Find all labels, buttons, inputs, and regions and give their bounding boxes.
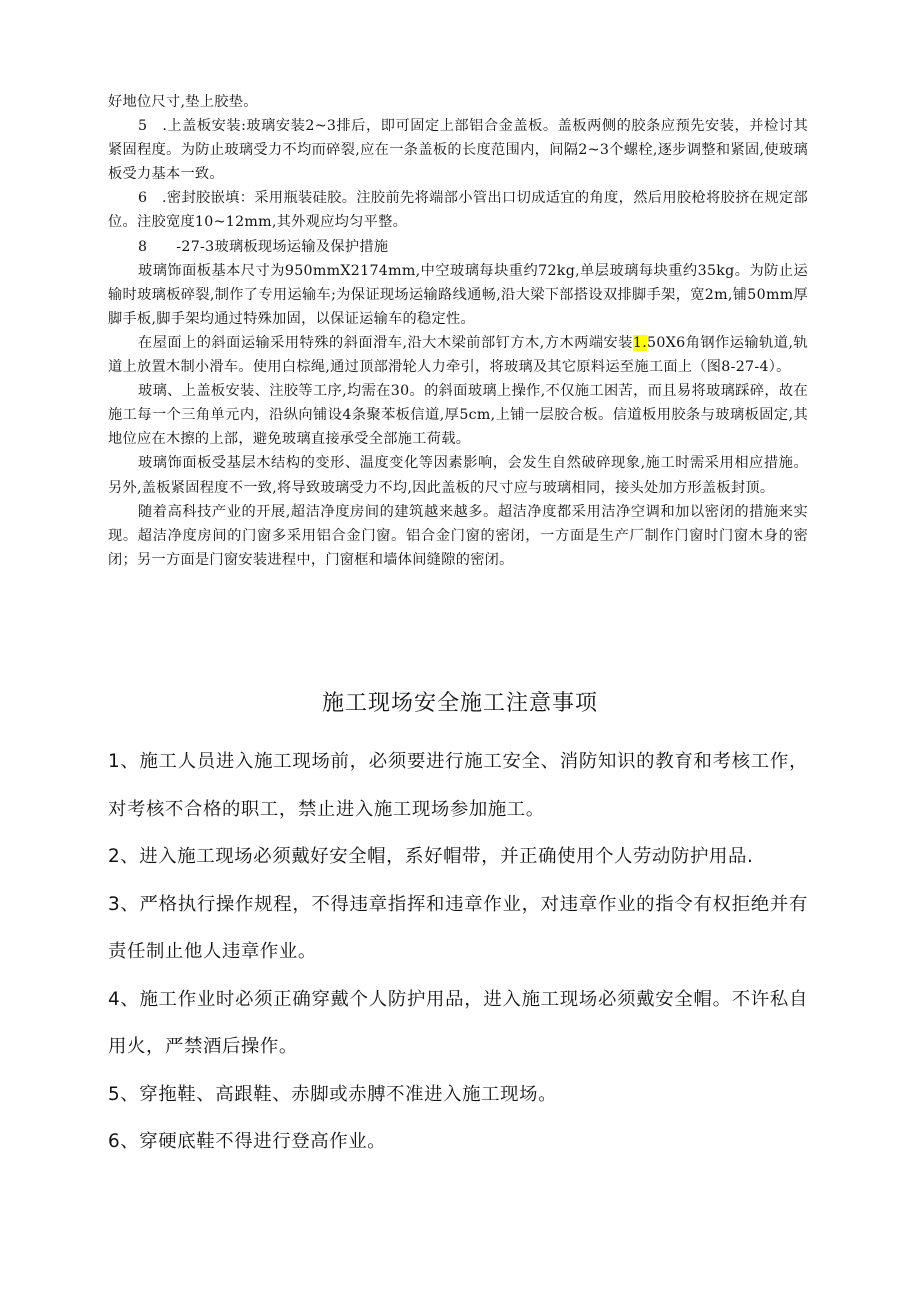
paragraph-slope-operations: 玻璃、上盖板安装、注胶等工序,均需在30。的斜面玻璃上操作,不仅施工困苦，而且易将玻璃踩碎，故在施工每一个三角单元内，沿纵向铺设4条聚苯板信道,厚5cm,上铺一层胶合板。信道板用胶条与玻璃板固定,其地位应在木擦的上部，避免玻璃直接承受全部施工荷载。 <box>108 383 808 448</box>
paragraph-cleanroom-doors: 随着高科技产业的开展,超洁净度房间的建筑越来越多。超洁净度都采用洁净空调和加以密闭的措施来实现。超洁净度房间的门窗多采用铝合金门窗。铝合金门窗的密闭，一方面是生产厂制作门窗时门窗木身的密闭；另一方面是门窗安装进程中，门窗框和墙体间缝隙的密闭。 <box>108 503 808 568</box>
paragraph-glass-transport: 玻璃饰面板基本尺寸为950mmX2174mm,中空玻璃每块重约72kg,单层玻璃每块重约35kg。为防止运输时玻璃板碎裂,制作了专用运输车;为保证现场运输路线通畅,沿大梁下部搭设双排脚手架，宽2m,铺50mm厚脚手板,脚手架均通过特殊加固，以保证运输车的稳定性。 <box>108 262 808 327</box>
safety-rule-item: 5、穿拖鞋、高跟鞋、赤脚或赤膊不准进入施工现场。 <box>108 1083 558 1105</box>
slope-transport-text-after: 50X6角钢作运输轨道,轨道上放置木制小滑车。使用白棕绳,通过顶部滑轮人力牵引，将玻璃及其它原料运至施工面上（图8-27-4）。 <box>108 334 808 376</box>
safety-rule-item: 4、施工作业时必须正确穿戴个人防护用品，进入施工现场必须戴安全帽。不许私自用火，严禁酒后操作。 <box>108 988 808 1057</box>
safety-rule-item: 1、施工人员进入施工现场前，必须要进行施工安全、消防知识的教育和考核工作，对考核不合格的职工，禁止进入施工现场参加施工。 <box>108 751 808 820</box>
safety-rules-list <box>108 738 808 1166</box>
highlighted-text: 1. <box>632 334 648 351</box>
paragraph-continuation: 好地位尺寸,垫上胶垫。 <box>108 94 258 110</box>
safety-rule-item: 6、穿硬底鞋不得进行登高作业。 <box>108 1131 387 1152</box>
paragraph-top-cover-install: 5 .上盖板安装:玻璃安装2~3排后，即可固定上部铝合金盖板。盖板两侧的胶条应预先安装，并检讨其紧固程度。为防止玻璃受力不均而碎裂,应在一条盖板的长度范围内，间隔2~3个螺栓,逐步调整和紧固,使玻璃板受力基本一致。 <box>108 118 808 183</box>
safety-rule-item: 3、严格执行操作规程，不得违章指挥和违章作业，对违章作业的指令有权拒绝并有责任制止他人违章作业。 <box>108 893 808 962</box>
slope-transport-text-before: 在屋面上的斜面运输采用特殊的斜面滑车,沿大木梁前部钉方木,方木两端安装 <box>138 334 633 351</box>
safety-rule-item: 2、进入施工现场必须戴好安全帽，系好帽带，并正确使用个人劳动防护用品. <box>108 846 754 867</box>
paragraph-breakage-measures: 玻璃饰面板受基层木结构的变形、温度变化等因素影响，会发生自然破碎现象,施工时需采用相应措施。另外,盖板紧固程度不一致,将导致玻璃受力不均,因此盖板的尺寸应与玻璃相同，接头处加方形盖板封顶。 <box>108 455 808 496</box>
construction-notes-section <box>108 90 808 572</box>
paragraph-subsection-heading: 8 -27-3玻璃板现场运输及保护措施 <box>138 238 389 255</box>
section-title: 施工现场安全施工注意事项 <box>321 691 598 716</box>
paragraph-sealant-filling: 6 .密封胶嵌填：采用瓶装硅胶。注胶前先将端部小管出口切成适宜的角度，然后用胶枪将胶挤在规定部位。注胶宽度10~12mm,其外观应均匀平整。 <box>108 190 808 231</box>
paragraph-slope-transport <box>108 331 808 379</box>
